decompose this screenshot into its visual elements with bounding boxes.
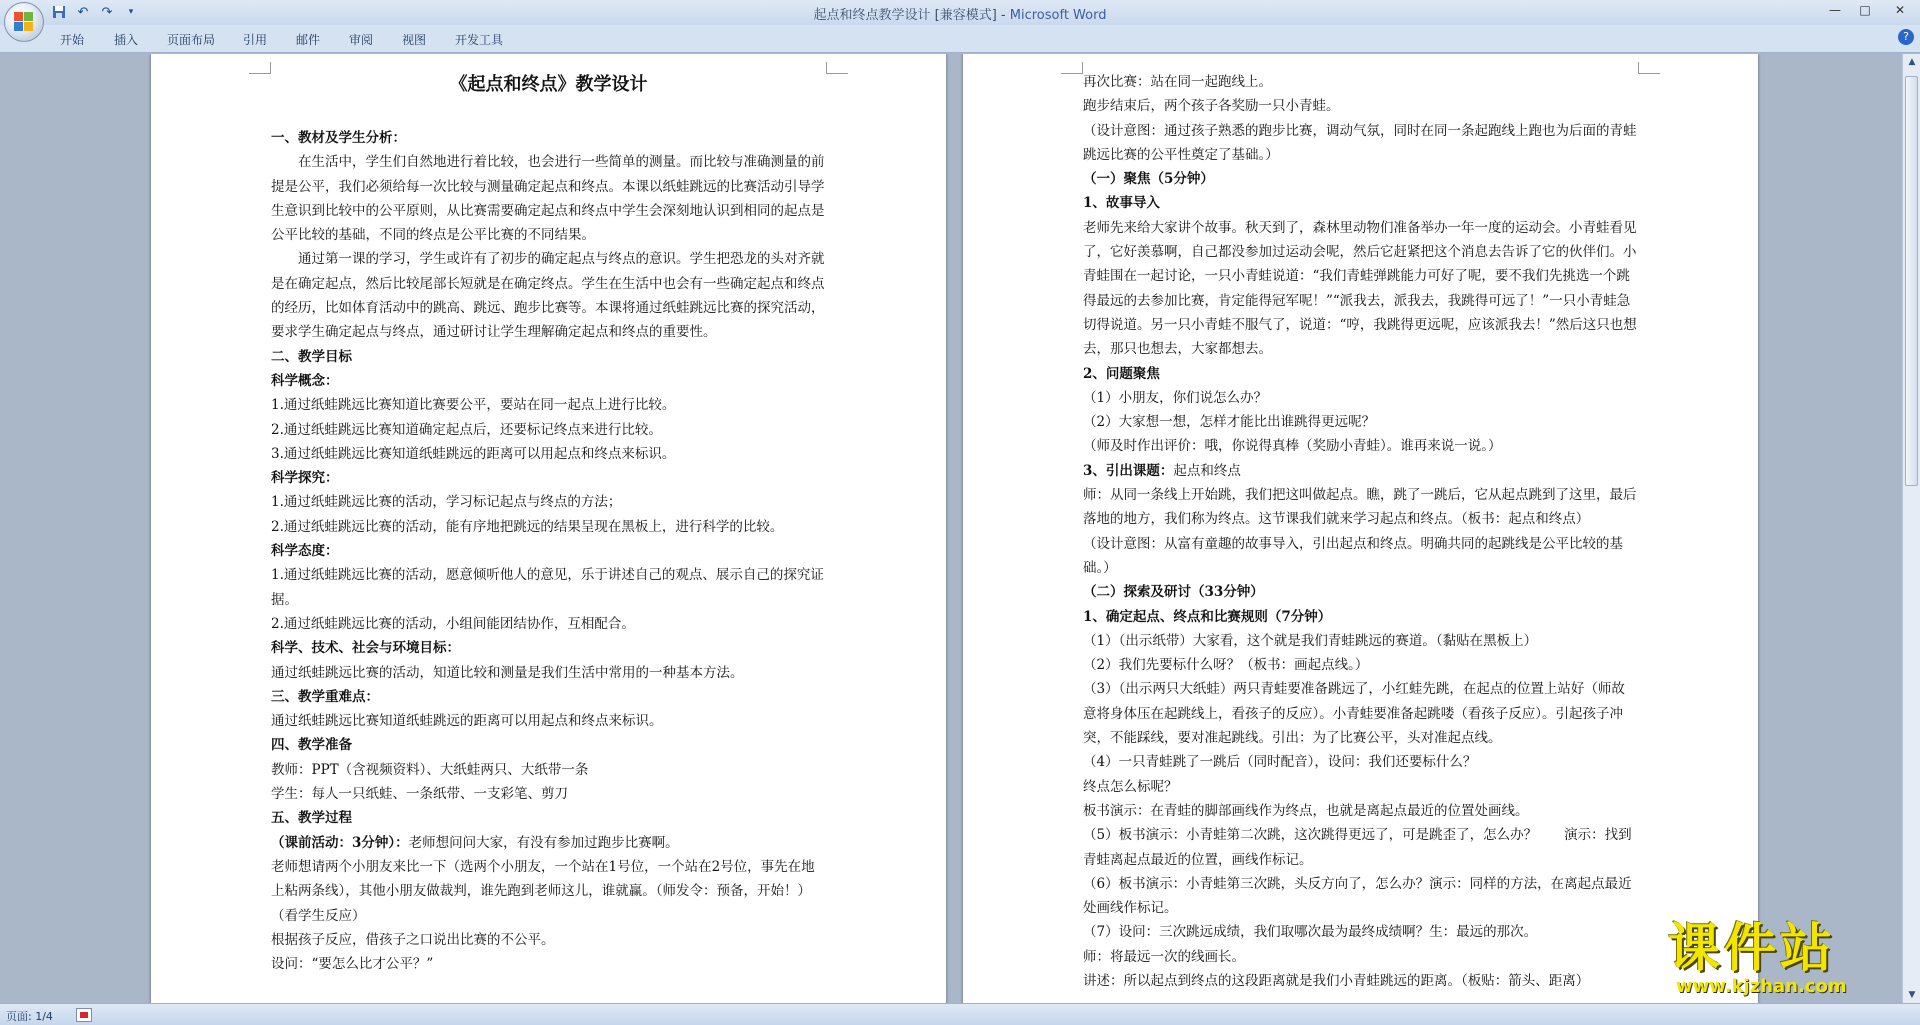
app-name: Microsoft Word bbox=[1009, 8, 1107, 23]
margin-corner-mark bbox=[1061, 62, 1083, 74]
paragraph: 科学、技术、社会与环境目标： bbox=[271, 640, 460, 657]
paragraph: 二、教学目标 bbox=[271, 348, 352, 365]
vertical-scrollbar[interactable] bbox=[1902, 54, 1920, 1003]
paragraph: 1.通过纸蛙跳远比赛知道比赛要公平，要站在同一起点上进行比较。 bbox=[271, 397, 676, 414]
paragraph: 科学态度： bbox=[271, 543, 339, 560]
tab-review[interactable]: 审阅 bbox=[349, 33, 374, 47]
document-page-2[interactable] bbox=[963, 54, 1758, 1003]
paragraph: （设计意图：从富有童趣的故事导入，引出起点和终点。明确共同的起跳线是公平比较的基础。） bbox=[1083, 535, 1623, 576]
paragraph: 1.通过纸蛙跳远比赛的活动，学习标记起点与终点的方法； bbox=[271, 494, 622, 511]
scroll-thumb[interactable] bbox=[1905, 76, 1918, 486]
paragraph: （1）（出示纸带）大家看，这个就是我们青蛙跳远的赛道。（黏贴在黑板上） bbox=[1083, 632, 1538, 649]
document-workspace bbox=[0, 54, 1902, 1003]
paragraph: 师：从同一条线上开始跳，我们把这叫做起点。瞧，跳了一跳后，它从起点跳到了这里，最后落地的地方，我们称为终点。这节课我们就来学习起点和终点。（板书：起点和终点） bbox=[1083, 487, 1637, 528]
redo-icon[interactable]: ↷ bbox=[101, 4, 113, 20]
scroll-up-icon[interactable]: ▲ bbox=[1908, 57, 1916, 67]
tab-view[interactable]: 视图 bbox=[402, 33, 427, 47]
paragraph: （二）探索及研讨（33分钟） bbox=[1083, 584, 1264, 601]
paragraph: 师：将最远一次的线画长。 bbox=[1083, 948, 1245, 965]
paragraph: 老师想请两个小朋友来比一下（选两个小朋友，一个站在1号位，一个站在2号位，事先在地上粘两条线），其他小朋友做裁判，谁先跑到老师这儿，谁就赢。（师发令：预备，开始！）（看学生反应） bbox=[271, 858, 815, 924]
paragraph: （7）设问：三次跳远成绩，我们取哪次最为最终成绩啊？生：最远的那次。 bbox=[1083, 924, 1538, 941]
scroll-down-icon[interactable]: ▼ bbox=[1908, 990, 1916, 1000]
paragraph: 根据孩子反应，借孩子之口说出比赛的不公平。 bbox=[271, 931, 555, 948]
tab-home[interactable]: 开始 bbox=[60, 33, 85, 47]
paragraph: 1、故事导入 bbox=[1083, 195, 1160, 212]
ribbon-tab-bar bbox=[0, 25, 1920, 53]
paragraph: 五、教学过程 bbox=[271, 810, 352, 827]
proofing-icon[interactable] bbox=[76, 1008, 92, 1022]
watermark-text: 课件站 bbox=[1668, 919, 1837, 979]
minimize-icon[interactable]: — bbox=[1829, 3, 1841, 17]
paragraph: （1）小朋友，你们说怎么办？ bbox=[1083, 389, 1268, 406]
paragraph: 四、教学准备 bbox=[271, 737, 352, 754]
tab-page-layout[interactable]: 页面布局 bbox=[167, 33, 216, 47]
paragraph: 2、问题聚焦 bbox=[1083, 365, 1160, 382]
help-icon[interactable]: ? bbox=[1898, 29, 1914, 45]
margin-corner-mark bbox=[249, 62, 271, 74]
tab-mailings[interactable]: 邮件 bbox=[296, 33, 321, 47]
paragraph: 跑步结束后，两个孩子各奖励一只小青蛙。 bbox=[1083, 98, 1340, 115]
paragraph: 板书演示：在青蛙的脚部画线作为终点，也就是离起点最近的位置处画线。 bbox=[1083, 802, 1529, 819]
blank-line bbox=[271, 100, 826, 126]
maximize-icon[interactable]: □ bbox=[1859, 3, 1871, 17]
paragraph: 教师：PPT（含视频资料）、大纸蛙两只、大纸带一条 bbox=[271, 761, 589, 778]
dropdown-icon[interactable]: ▾ bbox=[128, 7, 134, 17]
paragraph: （3）（出示两只大纸蛙）两只青蛙要准备跳远了，小红蛙先跳，在起点的位置上站好（师故意将身体压在起跳线上，看孩子的反应）。小青蛙要准备起跳喽（看孩子反应）。引起孩子冲突，不能踩线，要对准起跳线。引出：为了比赛公平，头对准起点线。 bbox=[1083, 681, 1625, 747]
paragraph: 科学概念： bbox=[271, 372, 339, 389]
paragraph: 老师先来给大家讲个故事。秋天到了，森林里动物们准备举办一年一度的运动会。小青蛙看见了，它好羡慕啊，自己都没参加过运动会呢，然后它赶紧把这个消息去告诉了它的伙伴们。小青蛙围在一起讨论，一只小青蛙说道：“我们青蛙弹跳能力可好了呢，要不我们先挑选一个跳得最远的去参加比赛，肯定能得冠军呢！”“派我去，派我去，我跳得可远了！”一只小青蛙急切得说道。另一只小青蛙不服气了，说道：“哼，我跳得更远呢，应该派我去！”然后这只也想去，那只也想去，大家都想去。 bbox=[1083, 219, 1637, 358]
tab-references[interactable]: 引用 bbox=[243, 33, 268, 47]
paragraph: （2）大家想一想，怎样才能比出谁跳得更远呢？ bbox=[1083, 414, 1376, 431]
close-icon[interactable]: ✕ bbox=[1894, 3, 1906, 17]
paragraph: （一）聚焦（5分钟） bbox=[1083, 171, 1214, 188]
paragraph: 2.通过纸蛙跳远比赛的活动，小组间能团结协作，互相配合。 bbox=[271, 615, 635, 632]
tab-developer[interactable]: 开发工具 bbox=[455, 33, 504, 47]
office-button[interactable] bbox=[4, 2, 44, 42]
watermark-logo bbox=[1668, 920, 1918, 1000]
paragraph: （4）一只青蛙跳了一跳后（同时配音），设问：我们还要标什么？ bbox=[1083, 754, 1477, 771]
document-heading: 《起点和终点》教学设计 bbox=[449, 74, 648, 95]
paragraph: 设问：“要怎么比才公平？” bbox=[271, 956, 434, 973]
paragraph: 通过纸蛙跳远比赛知道纸蛙跳远的距离可以用起点和终点来标识。 bbox=[271, 713, 663, 730]
paragraph: 一、教材及学生分析： bbox=[271, 130, 406, 146]
paragraph: 1.通过纸蛙跳远比赛的活动，愿意倾听他人的意见，乐于讲述自己的观点、展示自己的探究证据。 bbox=[271, 567, 824, 608]
paragraph: 2.通过纸蛙跳远比赛知道确定起点后，还要标记终点来进行比较。 bbox=[271, 421, 662, 438]
page-1-content bbox=[271, 70, 826, 976]
paragraph: 在生活中，学生们自然地进行着比较，也会进行一些简单的测量。而比较与准确测量的前提是公平，我们必须给每一次比较与测量确定起点和终点。本课以纸蛙跳远的比赛活动引导学生意识到比较中的公平原则，从比赛需要确定起点和终点中学生会深刻地认识到相同的起点是公平比较的基础，不同的终点是公平比赛的不同结果。 bbox=[271, 154, 825, 244]
tab-insert[interactable]: 插入 bbox=[114, 33, 139, 47]
paragraph: 科学探究： bbox=[271, 470, 339, 487]
paragraph: 3、引出课题：起点和终点 bbox=[1083, 462, 1241, 479]
paragraph: 通过第一课的学习，学生或许有了初步的确定起点与终点的意识。学生把恐龙的头对齐就是在确定起点，然后比较尾部长短就是在确定终点。学生在生活中也会有一些确定起点和终点的经历，比如体育活动中的跳高、跳远、跑步比赛等。本课将通过纸蛙跳远比赛的探究活动，要求学生确定起点与终点，通过研讨让学生理解确定起点和终点的重要性。 bbox=[271, 251, 825, 341]
paragraph: （课前活动：3分钟）：老师想问问大家，有没有参加过跑步比赛啊。 bbox=[271, 834, 679, 851]
window-title bbox=[0, 4, 1920, 23]
paragraph: 终点怎么标呢？ bbox=[1083, 778, 1178, 795]
paragraph: 通过纸蛙跳远比赛的活动，知道比较和测量是我们生活中常用的一种基本方法。 bbox=[271, 664, 744, 681]
undo-icon[interactable]: ↶ bbox=[77, 4, 89, 20]
paragraph: 三、教学重难点： bbox=[271, 688, 379, 705]
paragraph: （5）板书演示：小青蛙第二次跳，这次跳得更远了，可是跳歪了，怎么办？ 演示：找到青蛙离起点最近的位置，画线作标记。 bbox=[1083, 827, 1632, 868]
margin-corner-mark bbox=[1638, 62, 1660, 74]
paragraph: 学生：每人一只纸蛙、一条纸带、一支彩笔、剪刀 bbox=[271, 786, 568, 803]
paragraph: 2.通过纸蛙跳远比赛的活动，能有序地把跳远的结果呈现在黑板上，进行科学的比较。 bbox=[271, 518, 784, 535]
document-page-1[interactable] bbox=[151, 54, 946, 1003]
office-logo-icon bbox=[14, 12, 34, 32]
paragraph: 3.通过纸蛙跳远比赛知道纸蛙跳远的距离可以用起点和终点来标识。 bbox=[271, 445, 676, 462]
paragraph: （2）我们先要标什么呀？（板书：画起点线。） bbox=[1083, 657, 1369, 674]
status-bar bbox=[0, 1003, 1920, 1025]
paragraph: （6）板书演示：小青蛙第三次跳，头反方向了，怎么办？演示：同样的方法，在离起点最近处画线作标记。 bbox=[1083, 875, 1632, 917]
paragraph: （师及时作出评价：哦，你说得真棒（奖励小青蛙）。谁再来说一说。） bbox=[1083, 438, 1502, 455]
watermark-url: www.kjzhan.com bbox=[1676, 976, 1847, 997]
page-count-status[interactable]: 页面: 1/4 bbox=[6, 1010, 53, 1023]
paragraph: 讲述：所以起点到终点的这段距离就是我们小青蛙跳远的距离。（板贴：箭头、距离） bbox=[1083, 972, 1590, 989]
title-bar bbox=[0, 0, 1920, 25]
title-separator: - bbox=[996, 8, 1010, 23]
paragraph: （设计意图：通过孩子熟悉的跑步比赛，调动气氛，同时在同一条起跑线上跑也为后面的青蛙跳远比赛的公平性奠定了基础。） bbox=[1083, 122, 1637, 163]
page-2-lines bbox=[1083, 70, 1638, 993]
document-title: 起点和终点教学设计 [兼容模式] bbox=[813, 8, 997, 23]
paragraph: 再次比赛：站在同一起跑线上。 bbox=[1083, 74, 1272, 90]
page-1-lines bbox=[271, 126, 826, 976]
page-2-content bbox=[1083, 70, 1638, 993]
paragraph: 1、确定起点、终点和比赛规则（7分钟） bbox=[1083, 608, 1332, 625]
margin-corner-mark bbox=[826, 62, 848, 74]
window-controls bbox=[1820, 0, 1920, 20]
